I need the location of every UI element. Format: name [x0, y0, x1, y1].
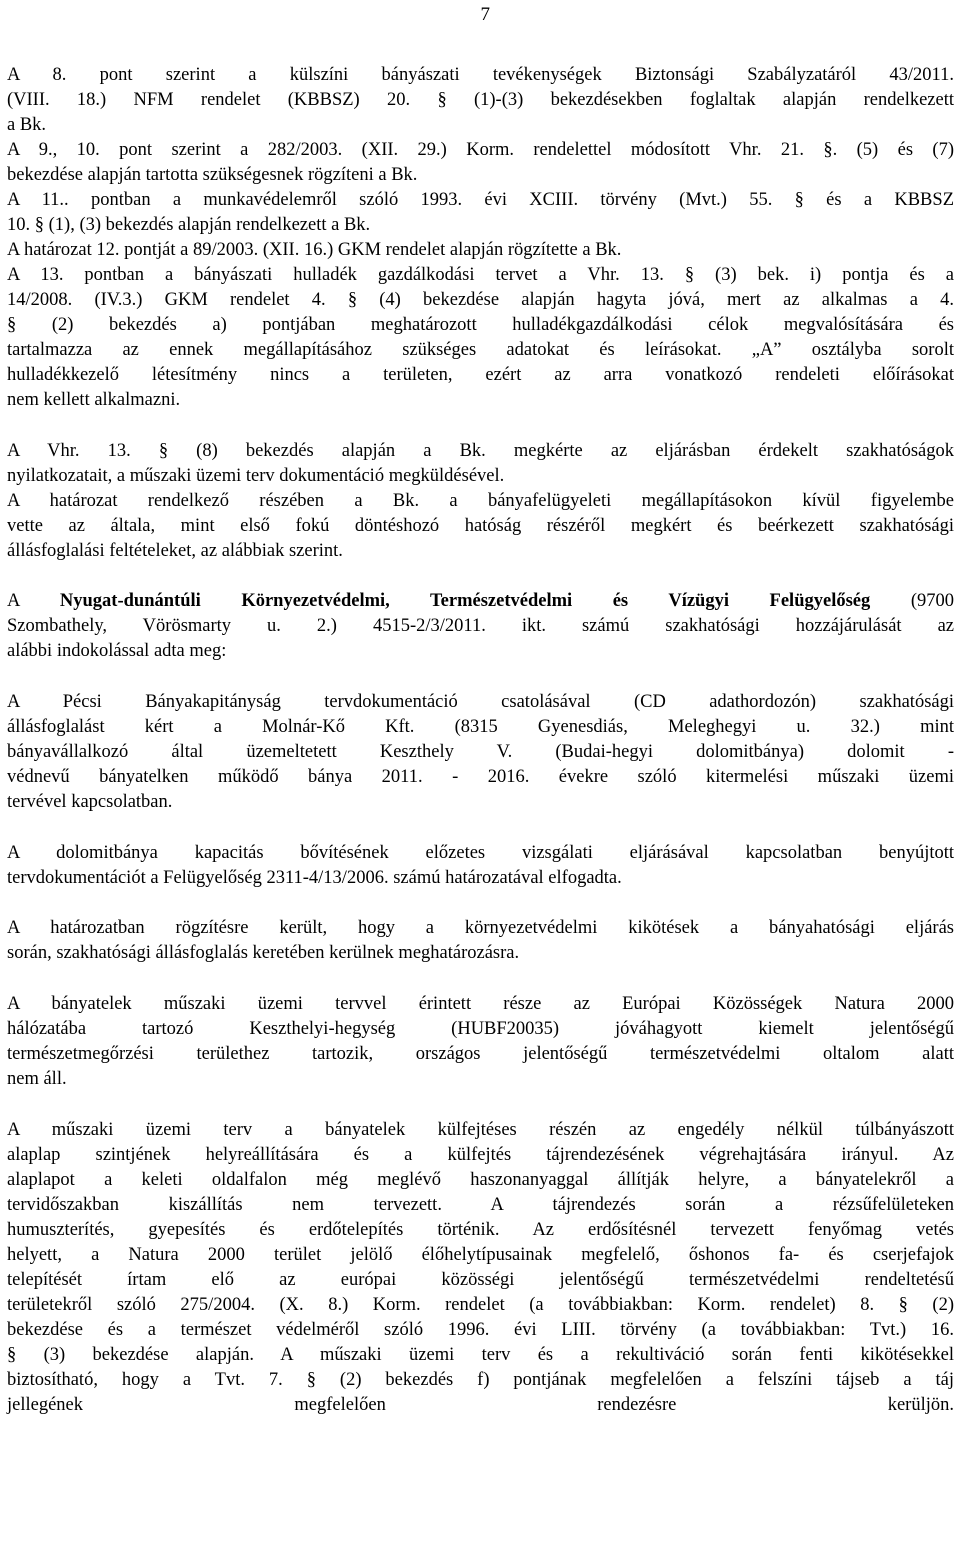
text-line: jellegének megfelelően rendezésre kerüljön.: [7, 1395, 954, 1415]
text-line: A műszaki üzemi terv a bányatelek külfejtéses részén az engedély nélkül túlbányászott: [7, 1120, 954, 1140]
text-line: humuszterítés, gyepesítés és erdőtelepítés történik. Az erdősítésnél tervezett fenyőmag vetés: [7, 1220, 954, 1240]
text-line: telepítését írtam elő az európai közösségi jelentőségű természetvédelmi rendeltetésű: [7, 1270, 954, 1290]
text-line: állásfoglalási feltételeket, az alábbiak szerint.: [7, 541, 343, 561]
text-line: alaplapot a keleti oldalfalon még meglévő haszonanyaggal állítják helyre, a bányatelekről a: [7, 1170, 954, 1190]
text-line: védnevű bányatelken működő bánya 2011. - 2016. évekre szóló kitermelési műszaki üzemi: [7, 767, 954, 787]
text-line: a Bk.: [7, 115, 47, 135]
text-line: tervdokumentációt a Felügyelőség 2311-4/13/2006. számú határozatával elfogadta.: [7, 868, 622, 888]
text-line: A dolomitbánya kapacitás bővítésének előzetes vizsgálati eljárásával kapcsolatban benyújtott: [7, 843, 954, 863]
text-line: vette az általa, mint első fokú döntéshozó hatóság részéről megkért és beérkezett szakhatósági: [7, 516, 954, 536]
text-line: 14/2008. (IV.3.) GKM rendelet 4. § (4) bekezdése alapján hagyta jóvá, mert az alkalmas a 4.: [7, 290, 954, 310]
text-line: A Pécsi Bányakapitányság tervdokumentáció csatolásával (CD adathordozón) szakhatósági: [7, 692, 954, 712]
text-line: nem kellett alkalmazni.: [7, 390, 181, 410]
text-line: A határozatban rögzítésre került, hogy a környezetvédelmi kikötések a bányahatósági eljárás: [7, 918, 954, 938]
text-line: bányavállalkozó által üzemeltetett Keszthely V. (Budai-hegyi dolomitbánya) dolomit -: [7, 742, 954, 762]
text-line: során, szakhatósági állásfoglalás keretében kerülnek meghatározásra.: [7, 943, 520, 963]
text-line: természetmegőrzési területhez tartozik, országos jelentőségű természetvédelmi oltalom alatt: [7, 1044, 954, 1064]
text-line: alaplap szintjének helyreállítására és a külfejtés tájrendezésének végrehajtására irányul. Az: [7, 1145, 954, 1165]
text-line: tartalmazza az ennek megállapításához szükséges adatokat és leírásokat. „A” osztályba sorolt: [7, 340, 954, 360]
text-line-mixed: [7, 592, 954, 611]
text-line: A határozat rendelkező részében a Bk. a bányafelügyeleti megállapításokon kívül figyelembe: [7, 491, 954, 511]
text-line: alábbi indokolással adta meg:: [7, 641, 227, 661]
text-line: hulladékkezelő létesítmény nincs a területen, ezért az arra vonatkozó rendeleti előírásokat: [7, 365, 954, 385]
text-line: A 13. pontban a bányászati hulladék gazdálkodási tervet a Vhr. 13. § (3) bek. i) pontja és a: [7, 265, 954, 285]
text-line: 10. § (1), (3) bekezdés alapján rendelkezett a Bk.: [7, 215, 371, 235]
text-line: A 9., 10. pont szerint a 282/2003. (XII. 29.) Korm. rendelettel módosított Vhr. 21. §. (5) és (7): [7, 140, 954, 160]
text-line: A 8. pont szerint a külszíni bányászati tevékenységek Biztonsági Szabályzatáról 43/2011.: [7, 65, 954, 85]
text-line: A határozat 12. pontját a 89/2003. (XII. 16.) GKM rendelet alapján rögzítette a Bk.: [7, 240, 622, 260]
text-line: tervével kapcsolatban.: [7, 792, 173, 812]
text-line: A 11.. pontban a munkavédelemről szóló 1993. évi XCIII. törvény (Mvt.) 55. § és a KBBSZ: [7, 190, 954, 210]
text-line: tervidőszakban kiszállítás nem tervezett. A tájrendezés során a rézsűfelületeken: [7, 1195, 954, 1215]
page-number: 7: [480, 4, 490, 25]
text-run: A: [7, 591, 60, 611]
text-line: (VIII. 18.) NFM rendelet (KBBSZ) 20. § (1)-(3) bekezdésekben foglaltak alapján rendelkezett: [7, 90, 954, 110]
text-line: nem áll.: [7, 1069, 67, 1089]
text-run: (9700: [870, 591, 954, 611]
text-line: § (2) bekezdés a) pontjában meghatározott hulladékgazdálkodási célok megvalósítására és: [7, 315, 954, 335]
text-line: hálózatába tartozó Keszthelyi-hegység (HUBF20035) jóváhagyott kiemelt jelentőségű: [7, 1019, 954, 1039]
text-line: biztosítható, hogy a Tvt. 7. § (2) bekezdés f) pontjának megfelelően a felszíni tájseb a táj: [7, 1370, 954, 1390]
text-line: A bányatelek műszaki üzemi tervvel érintett része az Európai Közösségek Natura 2000: [7, 994, 954, 1014]
authority-name: Nyugat-dunántúli Környezetvédelmi, Természetvédelmi és Vízügyi Felügyelőség: [59, 591, 871, 611]
text-line: Szombathely, Vörösmarty u. 2.) 4515-2/3/2011. ikt. számú szakhatósági hozzájárulását az: [7, 616, 954, 636]
text-line: területekről szóló 275/2004. (X. 8.) Korm. rendelet (a továbbiakban: Korm. rendelet) 8. § (2): [7, 1295, 954, 1315]
text-line: bekezdése alapján tartotta szükségesnek rögzíteni a Bk.: [7, 165, 418, 185]
text-line: A Vhr. 13. § (8) bekezdés alapján a Bk. megkérte az eljárásban érdekelt szakhatóságok: [7, 441, 954, 461]
text-line: bekezdése és a természet védelméről szóló 1996. évi LIII. törvény (a továbbiakban: Tvt.) 16.: [7, 1320, 954, 1340]
text-line: § (3) bekezdése alapján. A műszaki üzemi terv és a rekultiváció során fenti kikötésekkel: [7, 1345, 954, 1365]
text-line: helyett, a Natura 2000 terület jelölő élőhelytípusainak megfelelő, őshonos fa- és cserjefajok: [7, 1245, 954, 1265]
text-line: nyilatkozatait, a műszaki üzemi terv dokumentáció megküldésével.: [7, 466, 505, 486]
text-line: állásfoglalást kért a Molnár-Kő Kft. (8315 Gyenesdiás, Meleghegyi u. 32.) mint: [7, 717, 954, 737]
